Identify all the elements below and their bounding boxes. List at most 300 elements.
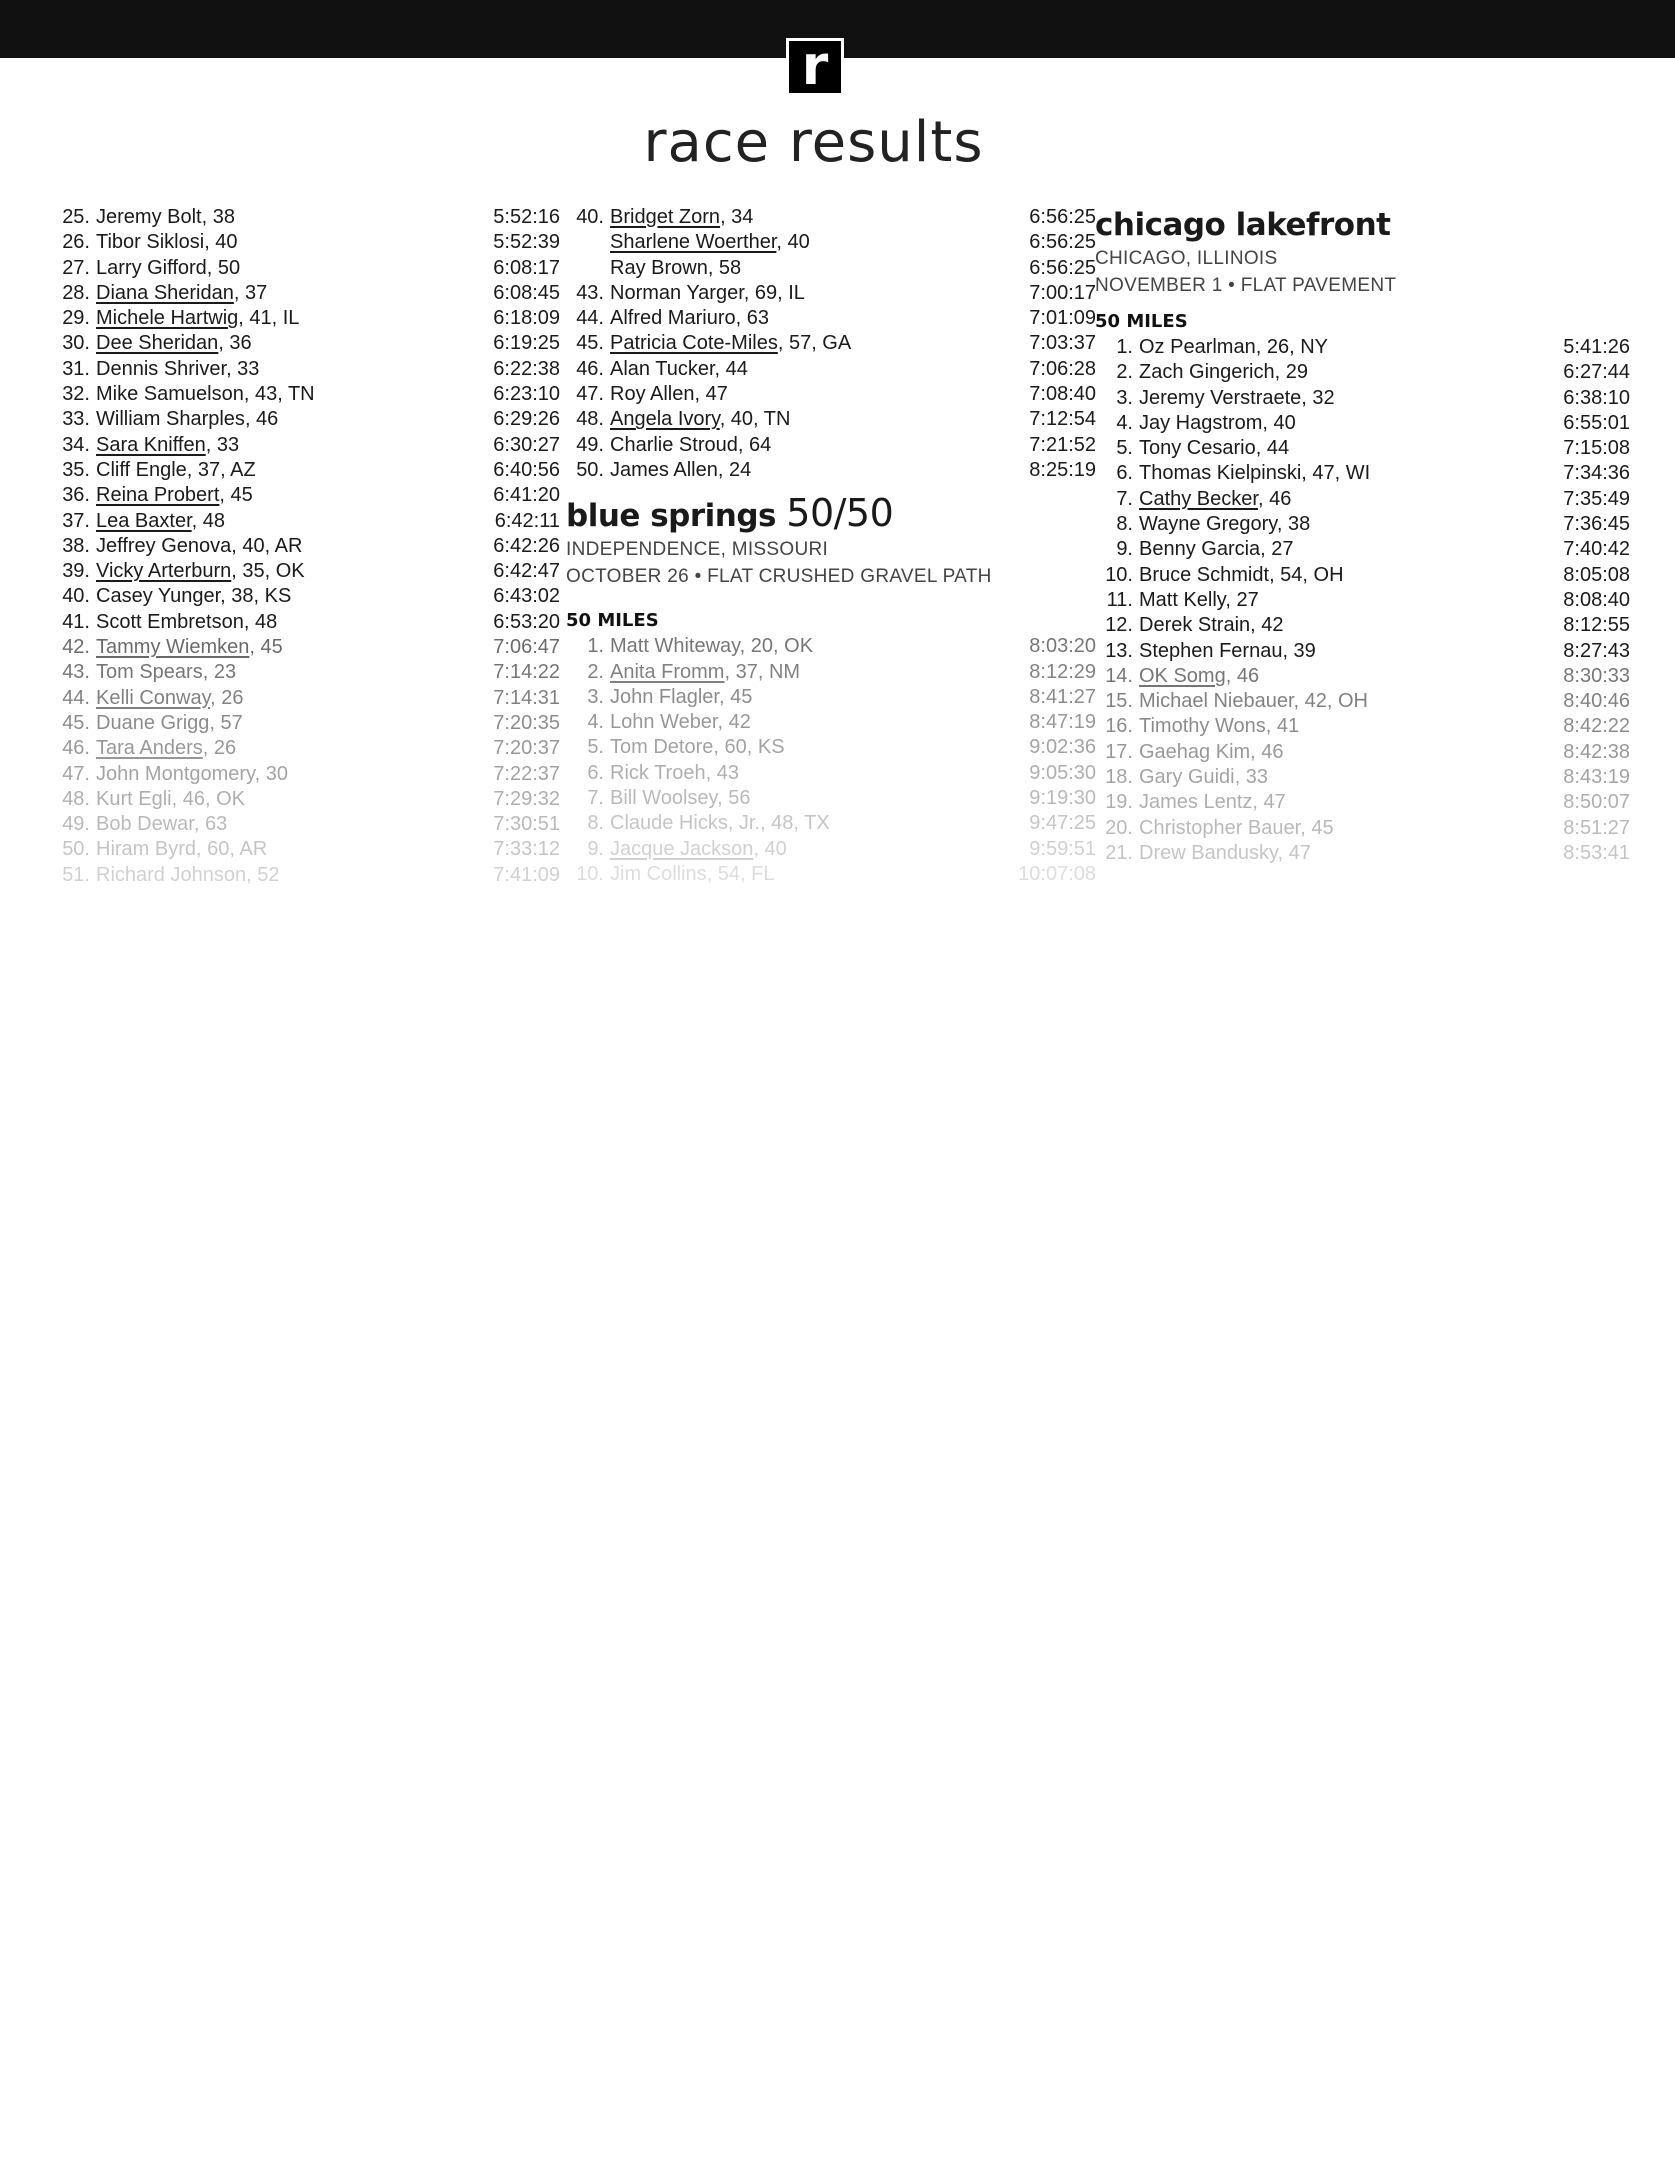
result-row — [1095, 461, 1630, 486]
result-runner — [96, 231, 238, 253]
result-time: 7:06:47 — [493, 636, 560, 659]
result-time: 8:40:46 — [1563, 690, 1630, 713]
runner-name: James Allen — [610, 458, 718, 481]
runner-details: , 26 — [202, 737, 237, 760]
result-time: 6:56:25 — [1029, 231, 1096, 254]
result-row — [1095, 411, 1630, 436]
result-time: 5:41:26 — [1563, 336, 1630, 358]
runner-name: Tony Cesario — [1139, 437, 1256, 460]
result-row — [52, 230, 560, 255]
result-runner — [610, 661, 800, 683]
result-row — [1095, 740, 1630, 765]
result-runner — [610, 408, 790, 430]
runner-name: James Lentz — [1139, 791, 1253, 814]
result-time: 6:38:10 — [1563, 386, 1630, 409]
result-rank: 4. — [1116, 411, 1133, 434]
runner-name: Oz Pearlman — [1139, 336, 1256, 358]
result-rank: 39. — [62, 560, 90, 583]
runner-details: , 43, TN — [243, 383, 315, 406]
runner-details: , 44 — [1255, 437, 1290, 460]
result-runner — [96, 813, 227, 835]
result-time: 7:21:52 — [1029, 433, 1096, 456]
result-rank: 3. — [1116, 386, 1133, 409]
magazine-logo: r — [786, 38, 844, 96]
runner-details: , 63 — [735, 307, 769, 330]
runner-name: Dennis Shriver — [96, 357, 227, 380]
result-time: 6:53:20 — [493, 610, 560, 633]
result-time: 7:15:08 — [1563, 437, 1630, 460]
result-row — [52, 458, 560, 483]
results-list — [566, 634, 1096, 887]
result-row — [1095, 639, 1630, 664]
result-rank: 3. — [587, 685, 604, 708]
result-row — [566, 433, 1096, 458]
runner-details: , 58 — [707, 256, 742, 279]
runner-name: Ray Brown — [610, 256, 708, 279]
result-runner — [610, 257, 741, 279]
runner-name: Bruce Schmidt — [1139, 563, 1270, 586]
race-title-number: 50/50 — [786, 491, 894, 536]
runner-details: , 47 — [1252, 791, 1286, 814]
result-rank: 43. — [576, 281, 604, 304]
runner-details: , 63 — [193, 813, 228, 836]
runner-name: Patricia Cote-Miles — [610, 332, 778, 355]
runner-name: Kelli Conway — [96, 686, 211, 709]
runner-name: Michele Hartwig — [96, 307, 239, 330]
result-row — [52, 584, 560, 609]
result-runner — [1139, 513, 1310, 535]
results-list — [566, 205, 1096, 483]
result-rank: 7. — [587, 787, 604, 810]
result-rank: 28. — [62, 281, 90, 304]
runner-details: , 43 — [705, 761, 739, 784]
result-runner — [96, 712, 243, 734]
runner-name: Richard Johnson — [96, 863, 247, 886]
runner-name: Mike Samuelson — [96, 383, 244, 406]
result-runner — [1139, 766, 1268, 788]
result-runner — [610, 282, 805, 304]
result-time: 8:42:38 — [1563, 740, 1630, 763]
result-time: 8:12:55 — [1563, 614, 1630, 637]
runner-details: , 38 — [201, 206, 235, 228]
runner-details: , 35, OK — [231, 560, 305, 583]
result-rank: 5. — [1116, 437, 1133, 460]
result-rank: 41. — [62, 610, 90, 633]
result-row — [1095, 386, 1630, 411]
runner-details: , 47 — [1277, 841, 1311, 864]
result-time: 9:59:51 — [1029, 837, 1096, 860]
result-row — [52, 331, 560, 356]
runner-name: Dee Sheridan — [96, 332, 219, 355]
result-rank: 49. — [576, 433, 604, 456]
result-row — [566, 634, 1096, 659]
result-row — [52, 660, 560, 685]
results-column-2 — [566, 205, 1096, 887]
result-row — [52, 787, 560, 812]
race-location: INDEPENDENCE, MISSOURI — [566, 539, 829, 561]
result-rank: 8. — [587, 812, 604, 835]
result-rank: 2. — [587, 660, 604, 683]
result-rank: 35. — [62, 458, 90, 481]
runner-details: , 33 — [205, 433, 240, 456]
result-time: 6:19:25 — [493, 332, 560, 355]
result-runner — [1139, 462, 1370, 484]
result-runner — [610, 635, 813, 657]
runner-name: Cathy Becker — [1139, 487, 1258, 510]
result-time: 6:40:56 — [493, 458, 560, 481]
result-row — [52, 433, 560, 458]
runner-name: Gary Guidi — [1139, 766, 1235, 789]
runner-details: , 45 — [718, 685, 753, 708]
runner-name: John Montgomery — [96, 762, 255, 785]
runner-name: Sara Kniffen — [96, 433, 206, 456]
result-time: 7:08:40 — [1029, 383, 1096, 406]
result-runner — [610, 383, 728, 405]
result-runner — [96, 788, 245, 810]
result-row — [52, 610, 560, 635]
runner-details: , 32 — [1301, 386, 1335, 409]
runner-name: Tom Detore — [610, 736, 714, 759]
runner-name: John Flagler — [610, 685, 719, 708]
runner-details: , 26 — [210, 686, 244, 709]
result-time: 8:27:43 — [1563, 639, 1630, 662]
result-row — [566, 230, 1096, 255]
race-date: OCTOBER 26 • FLAT CRUSHED GRAVEL PATH — [566, 566, 992, 588]
result-runner — [1139, 387, 1335, 409]
result-runner — [96, 510, 225, 532]
runner-name: Lea Baxter — [96, 509, 192, 532]
results-column-1 — [52, 205, 560, 888]
race-title-name: blue springs — [566, 498, 787, 535]
result-runner — [96, 459, 256, 481]
result-runner — [96, 636, 283, 658]
runner-details: , 37, AZ — [186, 458, 256, 481]
result-runner — [610, 863, 775, 885]
result-row — [566, 382, 1096, 407]
result-rank: 50. — [576, 458, 604, 481]
result-runner — [96, 408, 278, 430]
result-runner — [96, 585, 291, 607]
runner-name: Diana Sheridan — [96, 281, 234, 304]
result-rank: 6. — [1116, 462, 1133, 485]
runner-name: Timothy Wons — [1139, 715, 1266, 738]
runner-details: , 60, AR — [196, 838, 268, 861]
result-rank: 37. — [62, 509, 90, 532]
result-rank: 47. — [576, 383, 604, 406]
result-rank: 25. — [62, 206, 90, 228]
runner-details: , 50 — [206, 256, 241, 279]
runner-name: Tara Anders — [96, 737, 203, 760]
result-rank: 44. — [576, 307, 604, 330]
result-time: 8:43:19 — [1563, 766, 1630, 789]
result-runner — [96, 763, 288, 785]
result-runner — [610, 206, 753, 228]
runner-name: Bridget Zorn — [610, 206, 721, 228]
distance-heading: 50 MILES — [566, 610, 659, 632]
runner-name: Anita Fromm — [610, 660, 725, 683]
runner-name: Cliff Engle — [96, 458, 187, 481]
runner-name: Jay Hagstrom — [1139, 411, 1263, 434]
runner-details: , 44 — [714, 357, 748, 380]
result-time: 6:55:01 — [1563, 411, 1630, 434]
result-rank: 47. — [62, 762, 90, 785]
runner-name: Scott Embretson — [96, 610, 244, 633]
result-runner — [96, 307, 299, 329]
result-time: 8:50:07 — [1563, 791, 1630, 814]
race-title — [566, 493, 1046, 536]
result-rank: 36. — [62, 484, 90, 507]
result-rank: 8. — [1116, 513, 1133, 536]
result-runner — [96, 434, 239, 456]
result-runner — [96, 332, 252, 354]
runner-details: , 33 — [1234, 766, 1268, 789]
result-runner — [610, 332, 851, 354]
result-time: 7:34:36 — [1563, 462, 1630, 485]
runner-details: , 47, WI — [1301, 462, 1371, 485]
runner-name: William Sharples — [96, 408, 245, 431]
result-rank: 9. — [587, 837, 604, 860]
result-time: 7:22:37 — [493, 762, 560, 785]
result-time: 7:36:45 — [1563, 513, 1630, 536]
result-row — [1095, 487, 1630, 512]
runner-details: , 24 — [717, 458, 752, 481]
result-runner — [96, 383, 315, 405]
result-runner — [610, 711, 751, 733]
result-rank: 6. — [587, 761, 604, 784]
runner-details: , 46 — [1257, 487, 1292, 510]
result-rank: 33. — [62, 408, 90, 431]
result-row — [566, 862, 1096, 887]
race-date: NOVEMBER 1 • FLAT PAVEMENT — [1095, 275, 1397, 296]
runner-details: , 54, OH — [1269, 563, 1344, 586]
runner-name: Tom Spears — [96, 661, 203, 684]
result-rank: 46. — [62, 737, 90, 760]
runner-details: , 40, TN — [719, 408, 791, 431]
runner-details: , 52 — [246, 863, 280, 886]
result-time: 8:51:27 — [1563, 816, 1630, 839]
runner-details: , 26, NY — [1255, 336, 1328, 358]
result-runner — [1139, 336, 1328, 358]
result-rank: 11. — [1106, 588, 1133, 611]
runner-name: Jeremy Bolt — [96, 206, 202, 228]
result-rank: 13. — [1105, 639, 1133, 662]
runner-details: , 36 — [218, 332, 252, 355]
result-rank: 19. — [1105, 791, 1133, 814]
result-rank: 40. — [576, 206, 604, 228]
runner-name: Tammy Wiemken — [96, 636, 250, 659]
result-runner — [610, 686, 752, 708]
result-runner — [1139, 564, 1344, 586]
result-time: 6:42:47 — [493, 560, 560, 583]
result-rank: 12. — [1105, 614, 1133, 637]
runner-name: Bill Woolsey — [610, 787, 718, 810]
result-rank: 44. — [62, 686, 90, 709]
result-rank: 32. — [62, 383, 90, 406]
result-row — [52, 205, 560, 230]
result-runner — [96, 257, 240, 279]
result-time: 7:29:32 — [493, 787, 560, 810]
runner-name: Charlie Stroud — [610, 433, 738, 456]
result-rank: 5. — [587, 736, 604, 759]
result-rank: 18. — [1105, 766, 1133, 789]
runner-name: Bob Dewar — [96, 813, 194, 836]
result-time: 8:47:19 — [1029, 711, 1096, 734]
runner-details: , 38, KS — [220, 585, 292, 608]
result-time: 7:20:35 — [493, 711, 560, 734]
result-runner — [1139, 715, 1299, 737]
result-time: 6:30:27 — [493, 433, 560, 456]
result-runner — [610, 838, 787, 860]
result-time: 7:06:28 — [1029, 357, 1096, 380]
runner-details: , 34 — [720, 206, 754, 228]
runner-name: Lohn Weber — [610, 711, 718, 734]
result-time: 7:20:37 — [493, 737, 560, 760]
result-rank: 45. — [576, 332, 604, 355]
result-row — [52, 686, 560, 711]
result-row — [52, 559, 560, 584]
result-row — [566, 837, 1096, 862]
runner-name: Tibor Siklosi — [96, 231, 205, 254]
runner-details: , 38 — [1276, 513, 1311, 536]
result-runner — [1139, 640, 1316, 662]
result-time: 7:14:31 — [493, 686, 560, 709]
result-time: 9:47:25 — [1029, 812, 1096, 835]
runner-name: Christopher Bauer — [1139, 816, 1301, 839]
runner-name: Claude Hicks, Jr. — [610, 812, 761, 835]
result-time: 7:40:42 — [1563, 538, 1630, 561]
runner-name: Roy Allen — [610, 383, 695, 406]
runner-name: Alan Tucker — [610, 357, 715, 380]
result-time: 6:08:17 — [493, 256, 560, 279]
result-row — [1095, 613, 1630, 638]
result-runner — [610, 459, 751, 481]
result-runner — [96, 864, 279, 886]
result-runner — [96, 358, 259, 380]
result-rank: 10. — [576, 862, 604, 885]
result-row — [52, 306, 560, 331]
result-runner — [1139, 488, 1291, 510]
runner-name: Jeffrey Genova — [96, 534, 232, 557]
result-row — [1095, 335, 1630, 360]
result-time: 8:25:19 — [1029, 458, 1096, 481]
result-runner — [1139, 538, 1294, 560]
runner-details: , 57 — [209, 711, 243, 734]
runner-details: , 45 — [219, 484, 253, 507]
runner-details: , 69, IL — [743, 281, 805, 304]
runner-details: , 46, OK — [171, 787, 245, 810]
result-row — [52, 407, 560, 432]
result-runner — [96, 484, 253, 506]
result-row — [566, 735, 1096, 760]
runner-details: , 42 — [717, 711, 751, 734]
result-row — [566, 710, 1096, 735]
result-time: 8:41:27 — [1029, 685, 1096, 708]
result-time: 6:23:10 — [493, 383, 560, 406]
result-row — [566, 811, 1096, 836]
runner-name: Angela Ivory — [610, 408, 720, 431]
runner-name: Kurt Egli — [96, 787, 172, 810]
result-runner — [1139, 589, 1259, 611]
runner-details: , 20, OK — [739, 635, 814, 658]
runner-name: Hiram Byrd — [96, 838, 197, 861]
runner-name: Gaehag Kim — [1139, 740, 1251, 763]
result-runner — [610, 762, 739, 784]
runner-details: , 40 — [204, 231, 238, 254]
runner-details: , 40 — [776, 231, 810, 254]
results-list — [52, 205, 560, 888]
results-column-3 — [1095, 205, 1630, 866]
result-row — [566, 205, 1096, 230]
result-rank: 17. — [1105, 740, 1133, 763]
race-title: chicago lakefront — [1095, 207, 1391, 243]
runner-name: Jim Collins — [610, 862, 707, 885]
result-row — [52, 736, 560, 761]
results-list — [1095, 335, 1630, 866]
result-rank: 51. — [62, 863, 90, 886]
runner-name: Jeremy Verstraete — [1139, 386, 1302, 409]
runner-name: Thomas Kielpinski — [1139, 462, 1302, 485]
result-time: 8:53:41 — [1563, 841, 1630, 864]
runner-details: , 30 — [254, 762, 288, 785]
result-runner — [610, 787, 750, 809]
result-row — [1095, 689, 1630, 714]
result-runner — [1139, 665, 1259, 687]
runner-details: , 57, GA — [777, 332, 852, 355]
result-rank: 16. — [1105, 715, 1133, 738]
result-rank: 50. — [62, 838, 90, 861]
result-time: 9:05:30 — [1029, 761, 1096, 784]
result-time: 7:00:17 — [1029, 281, 1096, 304]
result-runner — [1139, 361, 1308, 383]
result-runner — [96, 282, 267, 304]
runner-details: , 40, AR — [231, 534, 303, 557]
runner-name: Rick Troeh — [610, 761, 706, 784]
result-row — [52, 863, 560, 888]
result-time: 6:08:45 — [493, 281, 560, 304]
result-time: 7:03:37 — [1029, 332, 1096, 355]
result-rank: 26. — [62, 231, 90, 254]
result-runner — [1139, 791, 1286, 813]
result-row — [1095, 714, 1630, 739]
result-runner — [1139, 817, 1334, 839]
result-runner — [1139, 741, 1284, 763]
race-location: CHICAGO, ILLINOIS — [1095, 248, 1278, 269]
result-row — [566, 281, 1096, 306]
result-row — [566, 306, 1096, 331]
page-title: race results — [643, 110, 984, 175]
result-runner — [610, 736, 785, 758]
runner-name: Matt Whiteway — [610, 635, 740, 658]
result-row — [566, 256, 1096, 281]
result-rank: 43. — [62, 661, 90, 684]
runner-name: Matt Kelly — [1139, 588, 1226, 611]
result-row — [1095, 664, 1630, 689]
runner-name: Casey Yunger — [96, 585, 221, 608]
runner-details: , 40 — [1262, 411, 1296, 434]
result-time: 9:02:36 — [1029, 736, 1096, 759]
result-rank: 40. — [62, 585, 90, 608]
result-row — [566, 407, 1096, 432]
result-time: 7:33:12 — [493, 838, 560, 861]
runner-details: , 39 — [1282, 639, 1316, 662]
result-row — [52, 711, 560, 736]
runner-details: , 56 — [717, 787, 751, 810]
result-runner — [96, 737, 236, 759]
result-rank: 48. — [62, 787, 90, 810]
result-runner — [96, 838, 267, 860]
runner-name: Larry Gifford — [96, 256, 207, 279]
result-runner — [96, 611, 277, 633]
